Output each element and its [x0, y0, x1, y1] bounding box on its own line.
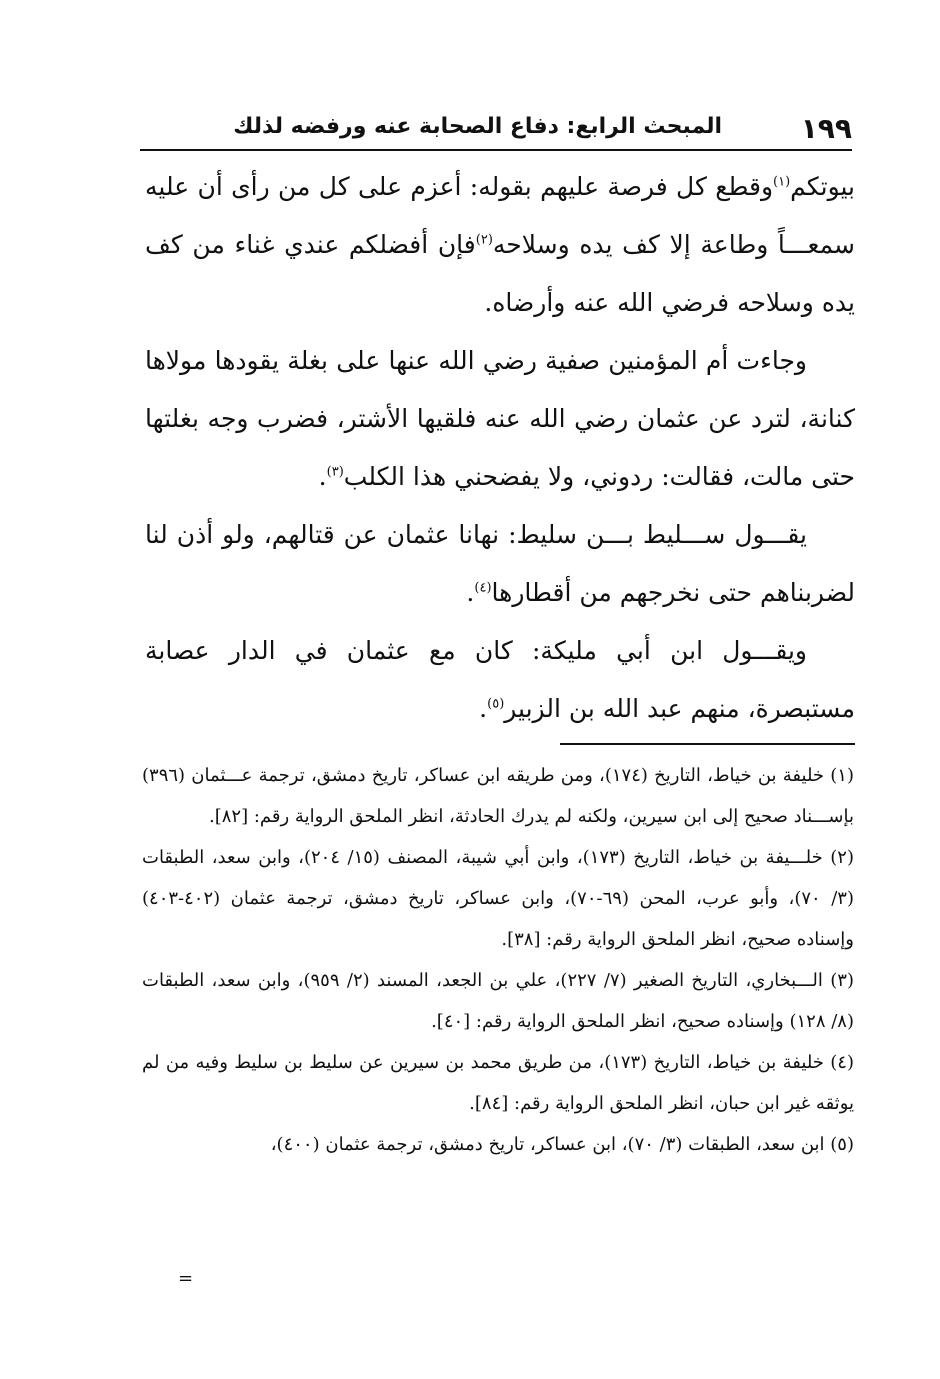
footnote-ref-3: (٣): [326, 464, 344, 480]
footnote-ref-5: (٥): [487, 696, 505, 712]
text-run: .: [466, 578, 475, 607]
text-run: يقـــول ســـليط بـــن سليط: نهانا عثمان عن قتالهم، ولو أذن لنا لضربناهم حتى نخرجهم من أقطارها: [145, 520, 855, 607]
text-run: ويقـــول ابن أبي مليكة: كان مع عثمان في الدار عصابة مستبصرة، منهم عبد الله بن الزبير: [145, 636, 855, 723]
page-header: [140, 112, 852, 148]
footnote-ref-2: (٢): [475, 232, 493, 248]
paragraph-4: [145, 622, 855, 738]
text-run: .: [318, 462, 327, 491]
footnote-2: (٢) خلـــيفة بن خياط، التاريخ (١٧٣)، وابن أبي شيبة، المصنف (١٥/ ٢٠٤)، وابن سعد، الطبقات (٣/ ٧٠)، وأبو عرب، المحن (٦٩-٧٠)، وابن عساكر، تاريخ دمشق، ترجمة عثمان (٤٠٢-٤٠٣) وإسناده صحيح، انظر الملحق الرواية رقم: [٣٨].: [142, 847, 854, 950]
footnote-ref-1: (١): [773, 174, 791, 190]
continuation-mark: =: [178, 1268, 194, 1289]
footnote-separator: [560, 743, 855, 745]
page-number: ١٩٩: [800, 112, 852, 145]
footnotes: [142, 755, 854, 1165]
text-run: فإن أفضلكم عندي غناء من كف يده وسلاحه فرضي الله عنه وأرضاه.: [145, 230, 855, 317]
paragraph-3: [145, 506, 855, 622]
text-run: بيوتكم: [790, 172, 855, 201]
text-run: وجاءت أم المؤمنين صفية رضي الله عنها على بغلة يقودها مولاها كنانة، لترد عن عثمان رضي الله عنه فلقيها الأشتر، فضرب وجه بغلتها حتى مالت، فقالت: ردوني، ولا يفضحني هذا الكلب: [145, 346, 855, 491]
footnote-3: (٣) الـــبخاري، التاريخ الصغير (٧/ ٢٢٧)، علي بن الجعد، المسند (٢/ ٩٥٩)، وابن سعد، الطبقات (٨/ ١٢٨) وإسناده صحيح، انظر الملحق الرواية رقم: [٤٠].: [142, 970, 854, 1032]
running-title: المبحث الرابع: دفاع الصحابة عنه ورفضه لذلك: [233, 114, 722, 139]
text-run: .: [479, 694, 488, 723]
footnote-ref-4: (٤): [474, 580, 492, 596]
paragraph-2: [145, 332, 855, 506]
footnote-4: (٤) خليفة بن خياط، التاريخ (١٧٣)، من طريق محمد بن سيرين عن سليط بن سليط وفيه من لم يوثقه غير ابن حبان، انظر الملحق الرواية رقم: [٨٤].: [142, 1052, 854, 1114]
text-run: وقطع كل فرصة عليهم بقوله: أعزم على كل من رأى أن عليه سمعـــاً وطاعة إلا كف يده وسلاحه: [145, 172, 855, 259]
footnote-5: (٥) ابن سعد، الطبقات (٣/ ٧٠)، ابن عساكر، تاريخ دمشق، ترجمة عثمان (٤٠٠)،: [270, 1134, 854, 1155]
paragraph-1: [145, 158, 855, 332]
footnote-1: (١) خليفة بن خياط، التاريخ (١٧٤)، ومن طريقه ابن عساكر، تاريخ دمشق، ترجمة عـــثمان (٣٩٦) بإســـناد صحيح إلى ابن سيرين، ولكنه لم يدرك الحادثة، انظر الملحق الرواية رقم: [٨٢].: [142, 765, 854, 827]
main-text: [145, 158, 855, 738]
header-rule: [140, 149, 852, 151]
